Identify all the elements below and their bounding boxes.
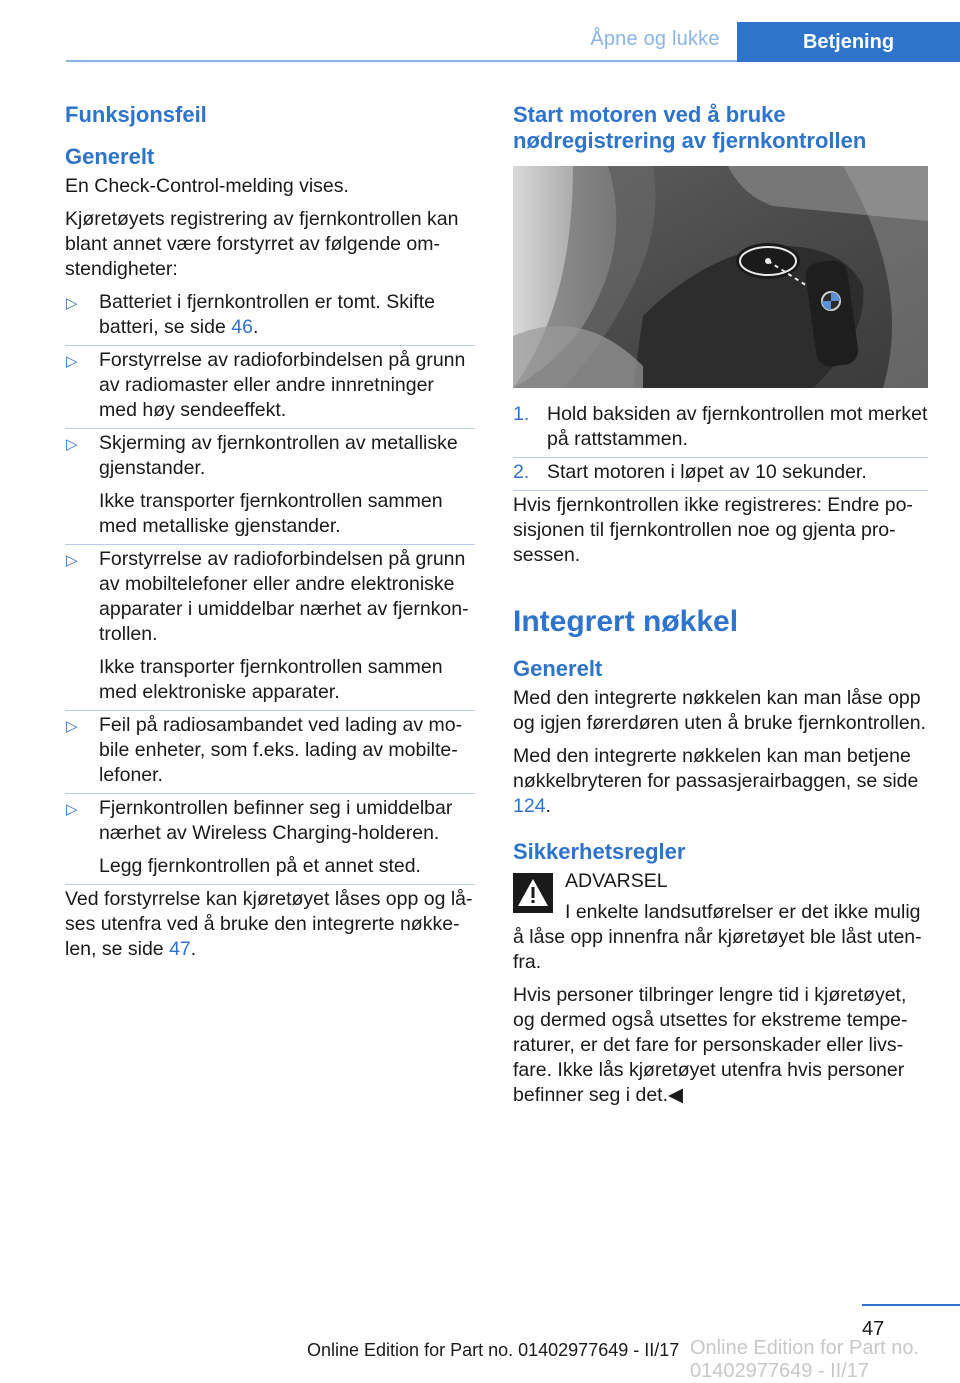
footer-rule — [862, 1304, 960, 1306]
list-item — [65, 547, 475, 705]
numbered-steps — [513, 402, 928, 485]
footer-edition: Online Edition for Part no. 01402977649 - II/17 — [307, 1340, 680, 1360]
list-item-note: Ikke transporter fjernkontrollen sammen med elektroniske apparater. — [99, 656, 443, 703]
page-link[interactable]: 46 — [231, 316, 253, 338]
list-item-text: Forstyrrelse av radioforbindelsen på grunn av radiomaster eller andre innretninger med høy sendeeffekt. — [99, 349, 466, 421]
step-text: Hold baksiden av fjernkontrollen mot merket på rattstammen. — [547, 403, 928, 450]
paragraph-text: Med den integrerte nøkkelen kan man betjene nøkkelbryteren for passasjerairbaggen, se side — [513, 745, 919, 792]
list-item — [65, 713, 475, 788]
step-number: 2. — [513, 461, 530, 483]
left-column — [65, 102, 475, 970]
subsection-title-generelt: Generelt — [65, 144, 155, 169]
list-item-note: Legg fjernkontrollen på et annet sted. — [99, 855, 421, 877]
step-number: 1. — [513, 403, 530, 425]
paragraph: Hvis personer tilbringer lengre tid i kjøretøyet, og dermed også utsettes for ekstreme temperaturer, er det fare for personskader eller livsfare. Ikke lås kjøretøyet utenfra hvis personer befinner seg i det.◀ — [513, 984, 908, 1106]
section-title-emergency-start: Start motoren ved å bruke nødregistrering av fjernkontrollen — [513, 102, 867, 153]
list-item — [513, 460, 928, 485]
right-column — [513, 102, 928, 1116]
list-item — [65, 290, 475, 340]
triangle-bullet-icon: ▷ — [66, 801, 78, 818]
subsection-title-generelt: Generelt — [513, 656, 603, 681]
paragraph-tail: . — [190, 938, 197, 960]
subsection-title-sikkerhetsregler: Sikkerhetsregler — [513, 839, 686, 864]
triangle-bullet-icon: ▷ — [66, 436, 78, 453]
triangle-bullet-icon: ▷ — [66, 552, 78, 569]
list-item-note: Ikke transporter fjernkontrollen sammen med metalliske gjenstander. — [99, 490, 443, 537]
paragraph — [513, 744, 928, 819]
header-section-label: Åpne og lukke — [590, 28, 720, 50]
steering-column-key-photo — [513, 166, 928, 388]
triangle-bullet-icon: ▷ — [66, 353, 78, 370]
list-item — [65, 431, 475, 539]
list-item-text: Forstyrrelse av radioforbindelsen på grunn av mobiltelefoner eller andre elektroniske apparater i umiddelbar nærhet av fjernkontrollen. — [99, 548, 469, 645]
warning-block — [513, 869, 928, 975]
paragraph — [65, 887, 475, 962]
list-item — [513, 402, 928, 452]
paragraph: Hvis fjernkontrollen ikke registreres: Endre posisjonen til fjernkontrollen noe og gjenta prosessen. — [513, 494, 913, 566]
paragraph-text: Ved forstyrrelse kan kjøretøyet låses opp og låses utenfra ved å bruke den integrerte nøkkelen, se side — [65, 888, 473, 960]
triangle-bullet-icon: ▷ — [66, 718, 78, 735]
list-item — [65, 796, 475, 879]
step-text: Start motoren i løpet av 10 sekunder. — [547, 461, 867, 483]
warning-label: ADVARSEL — [565, 870, 668, 892]
header-chapter-tab: Betjening — [737, 22, 960, 62]
list-item-text: Skjerming av fjernkontrollen av metalliske gjenstander. — [99, 432, 458, 479]
page-number: 47 — [862, 1318, 885, 1340]
paragraph: Med den integrerte nøkkelen kan man låse opp og igjen førerdøren uten å bruke fjernkontrollen. — [513, 687, 926, 734]
triangle-bullet-icon: ▷ — [66, 295, 78, 312]
list-item-text: Feil på radiosambandet ved lading av mobile enheter, som f.eks. lading av mobiltelefoner. — [99, 714, 463, 786]
section-title-integrert-nokkel: Integrert nøkkel — [513, 605, 739, 638]
list-item — [65, 348, 475, 423]
warning-triangle-icon — [513, 873, 553, 913]
paragraph-tail: . — [545, 795, 551, 817]
paragraph: En Check-Control-melding vises. — [65, 175, 349, 197]
warning-text: I enkelte landsutførelser er det ikke mulig å låse opp innenfra når kjøretøyet ble låst utenfra. — [513, 901, 922, 973]
list-item-text: Fjernkontrollen befinner seg i umiddelbar nærhet av Wireless Charging-holderen. — [99, 797, 453, 844]
list-item-text: Batteriet i fjernkontrollen er tomt. Skifte batteri, se side — [99, 291, 435, 338]
list-item-tail: . — [252, 316, 259, 338]
bullet-list — [65, 290, 475, 879]
watermark: Online Edition for Part no. 01402977649 - II/17 — [690, 1337, 920, 1382]
section-title-funksjonsfeil: Funksjonsfeil — [65, 102, 207, 127]
page-link[interactable]: 47 — [169, 938, 191, 960]
paragraph: Kjøretøyets registrering av fjernkontrollen kan blant annet være forstyrret av følgende omstendigheter: — [65, 208, 459, 280]
page-link[interactable]: 124 — [513, 795, 546, 817]
